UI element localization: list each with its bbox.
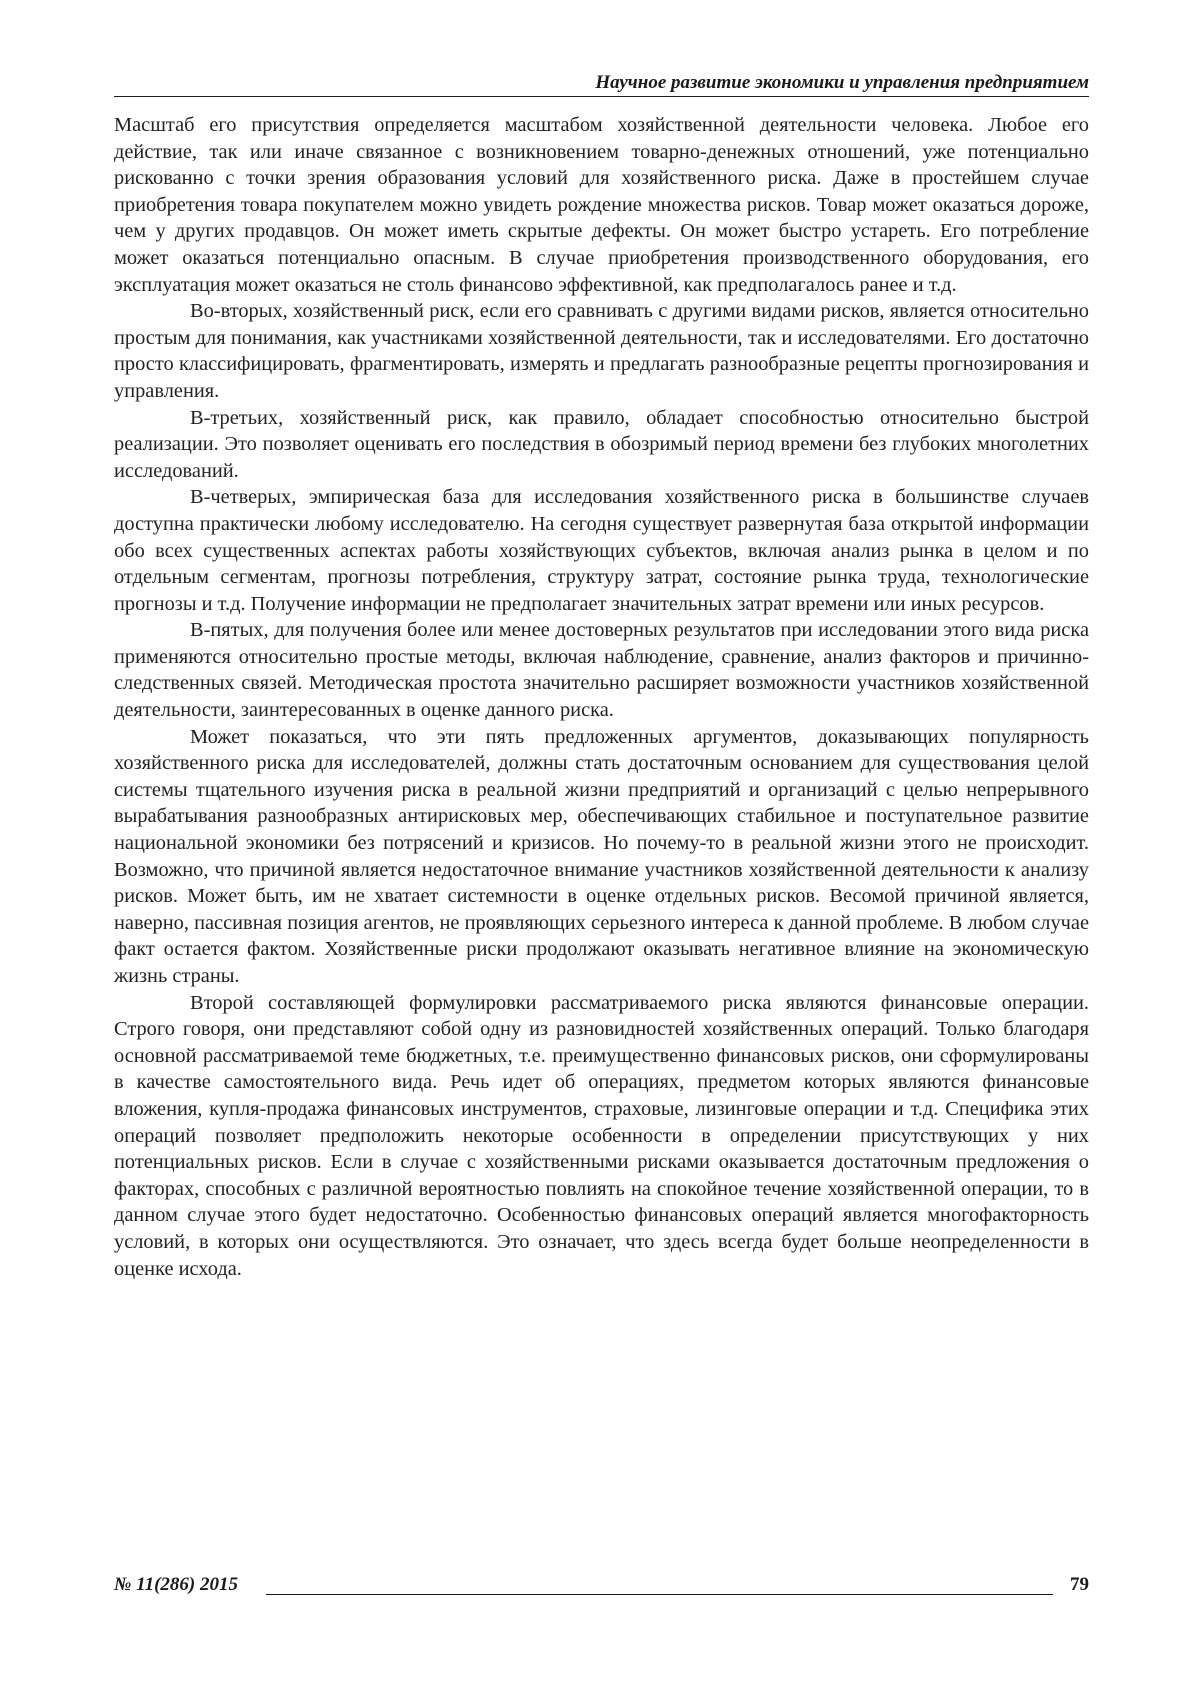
journal-page xyxy=(0,0,1200,1698)
paragraph: Может показаться, что эти пять предложенных аргументов, доказывающих популярность хозяйственного риска для исследователей, должны стать достаточным основанием для существования целой системы тщательного изучения риска в реальной жизни предприятий и организаций с целью непрерывного вырабатывания разнообразных антирисковых мер, обеспечивающих стабильное и поступательное развитие национальной экономики без потрясений и кризисов. Но почему-то в реальной жизни этого не происходит. Возможно, что причиной является недостаточное внимание участников хозяйственной деятельности к анализу рисков. Может быть, им не хватает системности в оценке отдельных рисков. Весомой причиной является, наверно, пассивная позиция агентов, не проявляющих серьезного интереса к данной проблеме. В любом случае факт остается фактом. Хозяйственные риски продолжают оказывать негативное влияние на экономическую жизнь страны. xyxy=(114,724,1089,990)
paragraph: В-третьих, хозяйственный риск, как правило, обладает способностью относительно быстрой реализации. Это позволяет оценивать его последствия в обозримый период времени без глубоких многолетних исследований. xyxy=(114,405,1089,485)
issue-number: № 11(286) 2015 xyxy=(114,1574,238,1596)
paragraph: Во-вторых, хозяйственный риск, если его сравнивать с другими видами рисков, является относительно простым для понимания, как участниками хозяйственной деятельности, так и исследователями. Его достаточно просто классифицировать, фрагментировать, измерять и предлагать разнообразные рецепты прогнозирования и управления. xyxy=(114,298,1089,404)
article-body xyxy=(114,112,1089,1282)
page-number: 79 xyxy=(1070,1574,1089,1596)
paragraph: Второй составляющей формулировки рассматриваемого риска являются финансовые операции. Строго говоря, они представляют собой одну из разновидностей хозяйственных операций. Только благодаря основной рассматриваемой теме бюджетных, т.е. преимущественно финансовых рисков, они сформулированы в качестве самостоятельного вида. Речь идет об операциях, предметом которых являются финансовые вложения, купля-продажа финансовых инструментов, страховые, лизинговые операции и т.д. Специфика этих операций позволяет предположить некоторые особенности в определении присутствующих у них потенциальных рисков. Если в случае с хозяйственными рисками оказывается достаточным предложения о факторах, способных с различной вероятностью повлиять на спокойное течение хозяйственной операции, то в данном случае этого будет недостаточно. Особенностью финансовых операций является многофакторность условий, в которых они осуществляются. Это означает, что здесь всегда будет больше неопределенности в оценке исхода. xyxy=(114,990,1089,1283)
running-header xyxy=(114,72,1089,97)
running-footer xyxy=(114,1574,1089,1604)
paragraph: В-пятых, для получения более или менее достоверных результатов при исследовании этого вида риска применяются относительно простые методы, включая наблюдение, сравнение, анализ факторов и причинно-следственных связей. Методическая простота значительно расширяет возможности участников хозяйственной деятельности, заинтересованных в оценке данного риска. xyxy=(114,617,1089,723)
footer-rule xyxy=(266,1594,1053,1595)
paragraph: В-четверых, эмпирическая база для исследования хозяйственного риска в большинстве случаев доступна практически любому исследователю. На сегодня существует развернутая база открытой информации обо всех существенных аспектах работы хозяйствующих субъектов, включая анализ рынка в целом и по отдельным сегментам, прогнозы потребления, структуру затрат, состояние рынка труда, технологические прогнозы и т.д. Получение информации не предполагает значительных затрат времени или иных ресурсов. xyxy=(114,484,1089,617)
journal-title: Научное развитие экономики и управления предприятием xyxy=(114,72,1089,94)
paragraph: Масштаб его присутствия определяется масштабом хозяйственной деятельности человека. Любое его действие, так или иначе связанное с возникновением товарно-денежных отношений, уже потенциально рискованно с точки зрения образования условий для хозяйственного риска. Даже в простейшем случае приобретения товара покупателем можно увидеть рождение множества рисков. Товар может оказаться дороже, чем у других продавцов. Он может иметь скрытые дефекты. Он может быстро устареть. Его потребление может оказаться потенциально опасным. В случае приобретения производственного оборудования, его эксплуатация может оказаться не столь финансово эффективной, как предполагалось ранее и т.д. xyxy=(114,112,1089,298)
